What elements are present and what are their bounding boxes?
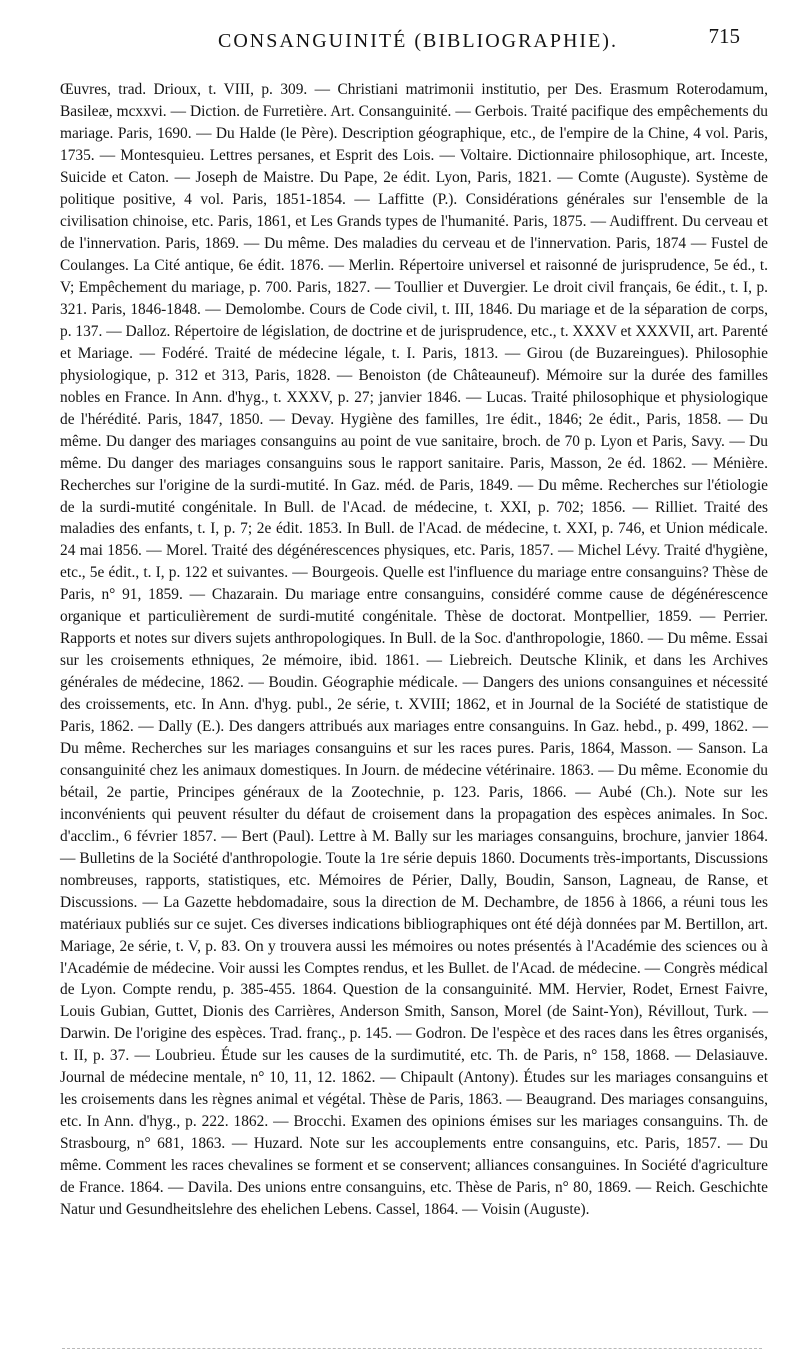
bottom-rule (62, 1348, 762, 1349)
page-header (0, 24, 800, 60)
page-number: 715 (708, 24, 740, 48)
running-title: CONSANGUINITÉ (BIBLIOGRAPHIE). (218, 30, 618, 52)
bibliography-paragraph: Œuvres, trad. Drioux, t. VIII, p. 309. — Christiani matrimonii institutio, per Des. Erasmum Roterodamum, Basileæ, mcxxvi. — Diction. de Furretière. Art. Consanguinité. — Gerbois. Traité pacifique des empêchements du mariage. Paris, 1690. — Du Halde (le Père). Description géographique, etc., de l'empire de la Chine, 4 vol. Paris, 1735. — Montesquieu. Lettres persanes, et Esprit des Lois. — Voltaire. Dictionnaire philosophique, art. Inceste, Suicide et Caton. — Joseph de Maistre. Du Pape, 2e édit. Lyon, Paris, 1821. — Comte (Auguste). Système de politique positive, 4 vol. Paris, 1851-1854. — Laffitte (P.). Considérations générales sur l'ensemble de la civilisation chinoise, etc. Paris, 1861, et Les Grands types de l'humanité. Paris, 1875. — Audiffrent. Du cerveau et de l'innervation. Paris, 1869. — Du même. Des maladies du cerveau et de l'innervation. Paris, 1874 — Fustel de Coulanges. La Cité antique, 6e édit. 1876. — Merlin. Répertoire universel et raisonné de jurisprudence, 5e éd., t. V; Empêchement du mariage, p. 700. Paris, 1827. — Toullier et Duvergier. Le droit civil français, 6e édit., t. I, p. 321. Paris, 1846-1848. — Demolombe. Cours de Code civil, t. III, 1846. Du mariage et de la séparation de corps, p. 137. — Dalloz. Répertoire de législation, de doctrine et de jurisprudence, etc., t. XXXV et XXXVII, art. Parenté et Mariage. — Fodéré. Traité de médecine légale, t. I. Paris, 1813. — Girou (de Buzareingues). Philosophie physiologique, p. 312 et 313, Paris, 1828. — Benoiston (de Châteauneuf). Mémoire sur la durée des familles nobles en France. In Ann. d'hyg., t. XXXV, p. 27; janvier 1846. — Lucas. Traité philosophique et physiologique de l'hérédité. Paris, 1847, 1850. — Devay. Hygiène des familles, 1re édit., 1846; 2e édit., Paris, 1858. — Du même. Du danger des mariages consanguins au point de vue sanitaire, broch. de 70 p. Lyon et Paris, Savy. — Du même. Du danger des mariages consanguins sous le rapport sanitaire. Paris, Masson, 2e éd. 1862. — Ménière. Recherches sur l'origine de la surdi-mutité. In Gaz. méd. de Paris, 1849. — Du même. Recherches sur l'étiologie de la surdi-mutité congénitale. In Bull. de l'Acad. de médecine, t. XXI, p. 702; 1856. — Rilliet. Traité des maladies des enfants, t. I, p. 7; 2e édit. 1853. In Bull. de l'Acad. de médecine, t. XXI, p. 746, et Union médicale. 24 mai 1856. — Morel. Traité des dégénérescences physiques, etc. Paris, 1857. — Michel Lévy. Traité d'hygiène, etc., 5e édit., t. I, p. 122 et suivantes. — Bourgeois. Quelle est l'influence du mariage entre consanguins? Thèse de Paris, n° 91, 1859. — Chazarain. Du mariage entre consanguins, considéré comme cause de dégénérescence organique et particulièrement de surdi-mutité congénitale. Thèse de doctorat. Montpellier, 1859. — Perrier. Rapports et notes sur divers sujets anthropologiques. In Bull. de la Soc. d'anthropologie, 1860. — Du même. Essai sur les croisements ethniques, 2e mémoire, ibid. 1861. — Liebreich. Deutsche Klinik, et dans les Archives générales de médecine, 1862. — Boudin. Géographie médicale. — Dangers des unions consanguines et nécessité des croissements, etc. In Ann. d'hyg. publ., 2e série, t. XVIII; 1862, et in Journal de la Société de statistique de Paris, 1862. — Dally (E.). Des dangers attribués aux mariages entre consanguins. In Gaz. hebd., p. 499, 1862. — Du même. Recherches sur les mariages consanguins et sur les races pures. Paris, 1864, Masson. — Sanson. La consanguinité chez les animaux domestiques. In Journ. de médecine vétérinaire. 1863. — Du même. Economie du bétail, 2e partie, Principes généraux de la Zootechnie, p. 123. Paris, 1866. — Aubé (Ch.). Note sur les inconvénients qui peuvent résulter du défaut de croisement dans la propagation des espèces animales. In Soc. d'acclim., 6 février 1857. — Bert (Paul). Lettre à M. Bally sur les mariages consanguins, brochure, janvier 1864. — Bulletins de la Société d'anthropologie. Toute la 1re série depuis 1860. Documents très-importants, Discussions nombreuses, rapports, statistiques, etc. Mémoires de Périer, Dally, Boudin, Sanson, Lagneau, de Ranse, et Discussions. — La Gazette hebdomadaire, sous la direction de M. Dechambre, de 1856 à 1866, a réuni tous les matériaux publiés sur ce sujet. Ces diverses indications bibliographiques ont été déjà données par M. Bertillon, art. Mariage, 2e série, t. V, p. 83. On y trouvera aussi les mémoires ou notes présentés à l'Académie des sciences ou à l'Académie de médecine. Voir aussi les Comptes rendus, et les Bullet. de l'Acad. de médecine. — Congrès médical de Lyon. Compte rendu, p. 385-455. 1864. Question de la consanguinité. MM. Hervier, Rodet, Ernest Faivre, Louis Gubian, Guttet, Dionis des Carrières, Anderson Smith, Sanson, Morel (de Saint-Yon), Révillout, Turk. — Darwin. De l'origine des espèces. Trad. franç., p. 145. — Godron. De l'espèce et des races dans les êtres organisés, t. II, p. 37. — Loubrieu. Étude sur les causes de la surdimutité, etc. Th. de Paris, n° 158, 1868. — Delasiauve. Journal de médecine mentale, n° 10, 11, 12. 1862. — Chipault (Antony). Études sur les mariages consanguins et les croisements dans les règnes animal et végétal. Thèse de Paris, 1863. — Beaugrand. Des mariages consanguins, etc. In Ann. d'hyg., p. 222. 1862. — Brocchi. Examen des opinions émises sur les mariages consanguins. Th. de Strasbourg, n° 681, 1863. — Huzard. Note sur les accouplements entre consanguins, etc. Paris, 1857. — Du même. Comment les races chevalines se forment et se conservent; alliances consanguines. In Société d'agriculture de France. 1864. — Davila. Des unions entre consanguins, etc. Thèse de Paris, n° 80, 1869. — Reich. Geschichte Natur und Gesundheitslehre des ehelichen Lebens. Cassel, 1864. — Voisin (Auguste). (60, 81, 768, 1218)
